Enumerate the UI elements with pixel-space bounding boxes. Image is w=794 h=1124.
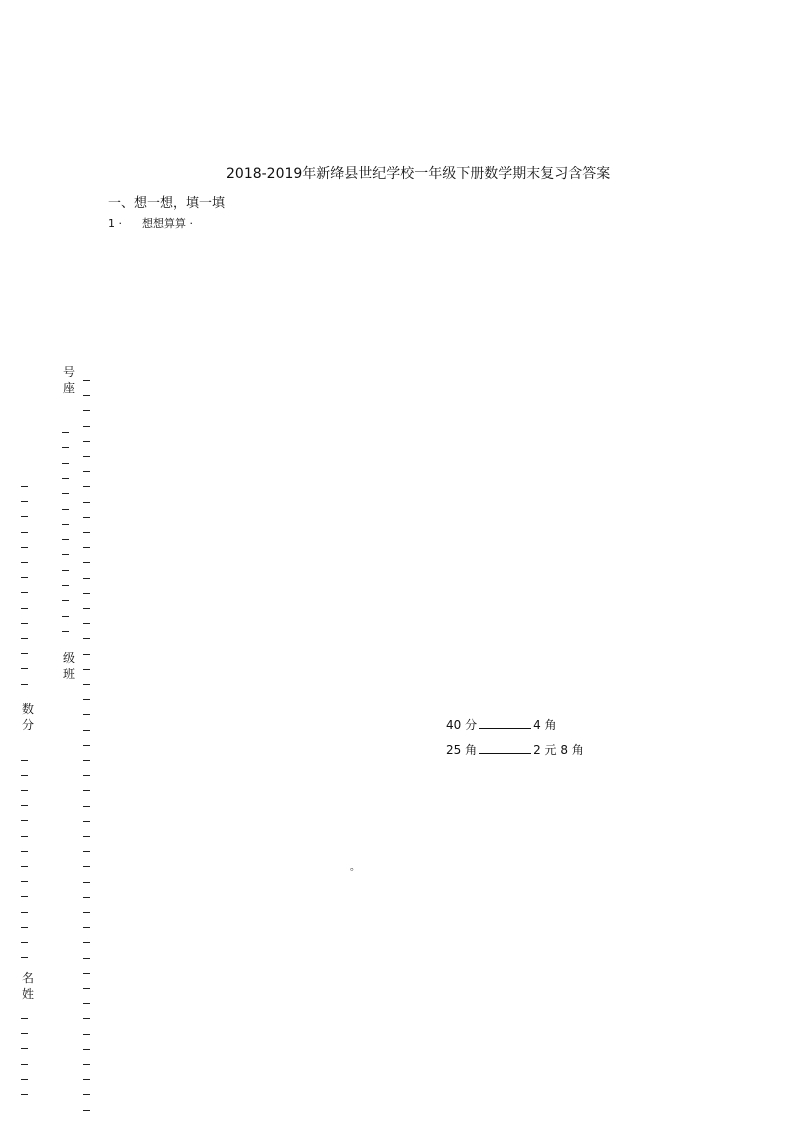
cut-line-dash: [83, 927, 90, 928]
document-title: 2018-2019年新绛县世纪学校一年级下册数学期末复习含答案: [226, 166, 611, 182]
cut-line-dash: [83, 699, 90, 700]
cut-line-dash: [83, 517, 90, 518]
cut-line-dash: [83, 821, 90, 822]
cut-line-dash: [83, 593, 90, 594]
cut-line-dash: [21, 851, 28, 852]
cut-line-dash: [83, 866, 90, 867]
cut-line-dash: [83, 395, 90, 396]
cut-line-dash: [21, 592, 28, 593]
cut-line-dash: [83, 988, 90, 989]
cut-line-dash: [83, 456, 90, 457]
cut-line-dash: [21, 577, 28, 578]
cut-line-dash: [83, 638, 90, 639]
cut-line-dash: [62, 463, 69, 464]
cut-line-dash: [21, 805, 28, 806]
cut-line-dash: [83, 1049, 90, 1050]
cut-line-dash: [62, 554, 69, 555]
cut-line-dash: [83, 882, 90, 883]
cut-line-dash: [62, 600, 69, 601]
cut-line-dash: [21, 1033, 28, 1034]
cut-line-dash: [62, 509, 69, 510]
cut-line-dash: [83, 532, 90, 533]
cut-line-dash: [83, 669, 90, 670]
cut-line-dash: [62, 432, 69, 433]
cut-line-dash: [21, 881, 28, 882]
cut-line-dash: [62, 570, 69, 571]
cut-line-dash: [83, 426, 90, 427]
cut-line-dash: [83, 745, 90, 746]
cut-line-dash: [62, 585, 69, 586]
cut-line-dash: [21, 1094, 28, 1095]
cut-line-dash: [62, 539, 69, 540]
cut-line-dash: [83, 1064, 90, 1065]
cut-line-dash: [83, 851, 90, 852]
cut-line-dash: [83, 730, 90, 731]
cut-line-dash: [83, 897, 90, 898]
cut-line-dash: [62, 447, 69, 448]
comparison-right: 4 角: [533, 718, 557, 732]
cut-line-dash: [21, 562, 28, 563]
cut-line-dash: [21, 760, 28, 761]
cut-line-dash: [21, 1064, 28, 1065]
cut-line-dash: [83, 942, 90, 943]
cut-line-dash: [83, 654, 90, 655]
stray-mark: 。: [350, 862, 360, 873]
cut-line-dash: [21, 684, 28, 685]
cut-line-dash: [21, 623, 28, 624]
cut-line-dash: [83, 1110, 90, 1111]
class-label: 级 班: [62, 651, 75, 681]
question-number: 1 ·: [108, 217, 122, 230]
comparison-row-2: [446, 741, 584, 758]
cut-line-dash: [83, 502, 90, 503]
cut-line-dash: [83, 806, 90, 807]
cut-line-dash: [83, 775, 90, 776]
score-label: 数 分: [21, 702, 34, 732]
cut-line-dash: [83, 623, 90, 624]
cut-line-dash: [83, 547, 90, 548]
question-text: 想想算算 ·: [142, 217, 193, 230]
cut-line-dash: [21, 820, 28, 821]
cut-line-dash: [83, 684, 90, 685]
cut-line-dash: [83, 1034, 90, 1035]
cut-line-dash: [83, 410, 90, 411]
cut-line-dash: [83, 486, 90, 487]
comparison-left: 25 角: [446, 743, 478, 757]
cut-line-dash: [21, 957, 28, 958]
cut-line-dash: [62, 524, 69, 525]
cut-line-dash: [83, 380, 90, 381]
cut-line-dash: [21, 896, 28, 897]
comparison-left: 40 分: [446, 718, 478, 732]
cut-line-dash: [21, 1079, 28, 1080]
cut-line-dash: [21, 866, 28, 867]
cut-line-dash: [83, 441, 90, 442]
cut-line-dash: [83, 608, 90, 609]
cut-line-dash: [21, 532, 28, 533]
comparison-row-1: [446, 716, 557, 733]
cut-line-dash: [83, 1018, 90, 1019]
cut-line-dash: [21, 775, 28, 776]
cut-line-dash: [83, 973, 90, 974]
section-heading: 一、想一想，填一填: [108, 196, 226, 211]
cut-line-dash: [21, 668, 28, 669]
cut-line-dash: [21, 516, 28, 517]
cut-line-dash: [21, 912, 28, 913]
cut-line-dash: [21, 608, 28, 609]
cut-line-dash: [21, 638, 28, 639]
comparison-right: 2 元 8 角: [533, 743, 584, 757]
name-label: 名 姓: [21, 971, 34, 1001]
cut-line-dash: [83, 912, 90, 913]
cut-line-dash: [83, 471, 90, 472]
cut-line-dash: [83, 1094, 90, 1095]
cut-line-dash: [21, 790, 28, 791]
cut-line-dash: [83, 562, 90, 563]
cut-line-dash: [21, 547, 28, 548]
cut-line-dash: [21, 501, 28, 502]
cut-line-dash: [83, 578, 90, 579]
cut-line-dash: [21, 1048, 28, 1049]
cut-line-dash: [62, 631, 69, 632]
cut-line-dash: [62, 616, 69, 617]
cut-line-dash: [83, 714, 90, 715]
cut-line-dash: [83, 790, 90, 791]
cut-line-dash: [21, 927, 28, 928]
cut-line-dash: [62, 493, 69, 494]
cut-line-dash: [62, 478, 69, 479]
cut-line-dash: [21, 836, 28, 837]
answer-blank[interactable]: [479, 743, 531, 754]
cut-line-dash: [83, 1079, 90, 1080]
cut-line-dash: [83, 836, 90, 837]
cut-line-dash: [21, 653, 28, 654]
cut-line-dash: [83, 760, 90, 761]
cut-line-dash: [21, 942, 28, 943]
seat-number-label: 号 座: [62, 365, 75, 395]
cut-line-dash: [83, 958, 90, 959]
cut-line-dash: [21, 1018, 28, 1019]
cut-line-dash: [21, 486, 28, 487]
question-1: [108, 215, 193, 231]
cut-line-dash: [83, 1003, 90, 1004]
answer-blank[interactable]: [479, 718, 531, 729]
